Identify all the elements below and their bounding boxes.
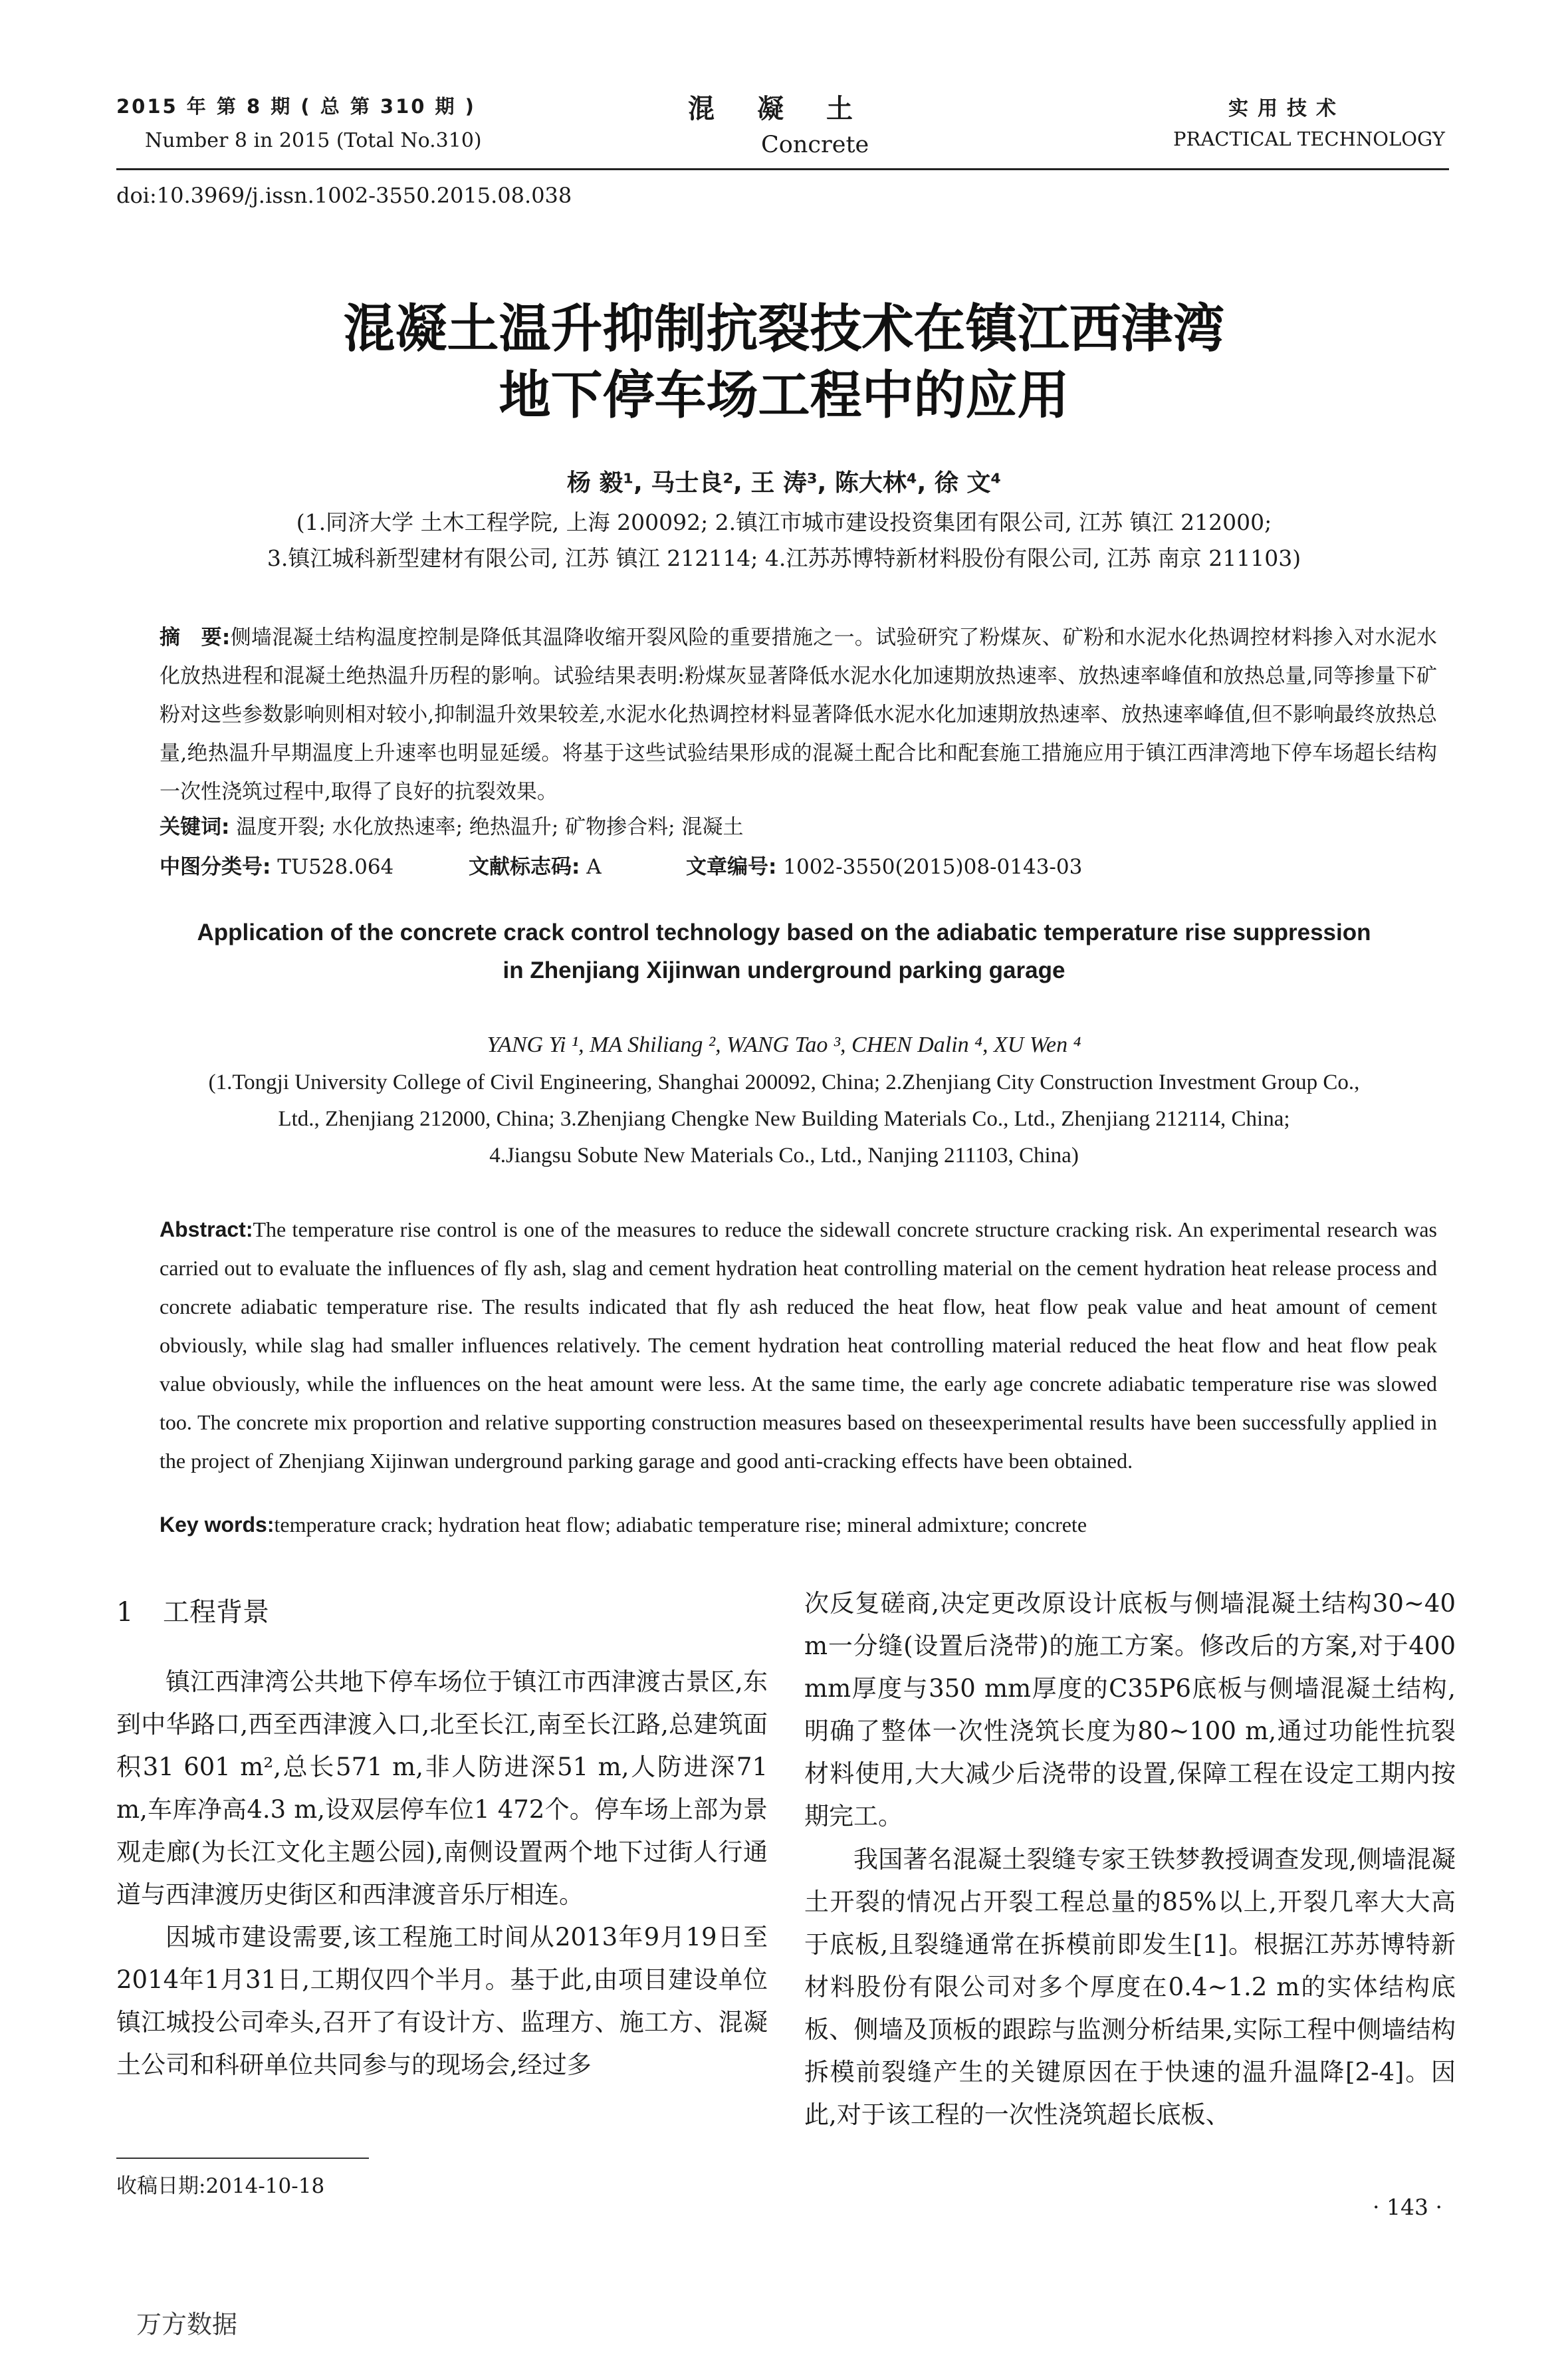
article-number-value: 1002-3550(2015)08-0143-03: [783, 855, 1083, 879]
doi[interactable]: doi:10.3969/j.issn.1002-3550.2015.08.038: [116, 183, 572, 208]
classification-label: 中图分类号:: [160, 855, 271, 879]
abstract-cn: [160, 618, 1437, 811]
affiliations-cn-line1: (1.同济大学 土木工程学院, 上海 200092; 2.镇江市城市建设投资集团有限公司, 江苏 镇江 212000;: [296, 509, 1272, 535]
watermark: 万方数据: [136, 2310, 238, 2339]
document-code: [469, 850, 602, 880]
section-name-cn: 实用技术: [1228, 97, 1345, 120]
authors-en: YANG Yi ¹, MA Shiliang ², WANG Tao ³, CHEN Dalin ⁴, XU Wen ⁴: [487, 1033, 1081, 1057]
keywords-en-text: temperature crack; hydration heat flow; adiabatic temperature rise; mineral admixture; concrete: [274, 1513, 1087, 1537]
body-left-column: [116, 1582, 768, 2086]
keywords-en-label: Key words:: [160, 1513, 275, 1537]
affiliations-cn-line2: 3.镇江城科新型建材有限公司, 江苏 镇江 212114; 4.江苏苏博特新材料股份有限公司, 江苏 南京 211103): [267, 545, 1301, 571]
authors-cn: 杨 毅¹, 马士良², 王 涛³, 陈大林⁴, 徐 文⁴: [566, 469, 1002, 497]
paper-title-line1: 混凝土温升抑制抗裂技术在镇江西津湾: [343, 299, 1225, 359]
keywords-en: [160, 1513, 1087, 1537]
header-rule: [116, 168, 1449, 170]
page-number: · 143 ·: [1373, 2194, 1442, 2220]
section-heading: [116, 1582, 768, 1642]
document-code-label: 文献标志码:: [469, 855, 580, 879]
classification-number: [160, 850, 393, 880]
affiliations-en-line2: Ltd., Zhenjiang 212000, China; 3.Zhenjiang Chengke New Building Materials Co., Ltd., Zhenjiang 212114, China;: [278, 1107, 1290, 1131]
footnote-rule: [116, 2158, 369, 2159]
received-date: 收稿日期:2014-10-18: [116, 2174, 325, 2198]
article-number-label: 文章编号:: [686, 855, 777, 879]
affiliations-en-line1: (1.Tongji University College of Civil Engineering, Shanghai 200092, China; 2.Zhenjiang City Construction Investment Group Co.,: [208, 1070, 1360, 1094]
classification-value: TU528.064: [277, 855, 394, 879]
affiliations-en-line3: 4.Jiangsu Sobute New Materials Co., Ltd., Nanjing 211103, China): [489, 1144, 1079, 1168]
section-title: 工程背景: [163, 1597, 269, 1628]
abstract-en-text: The temperature rise control is one of the measures to reduce the sidewall concrete structure cracking risk. An experimental research was carried out to evaluate the influences of fly ash, slag and cement hydration heat controlling material on the cement hydration heat release process and concrete adiabatic temperature rise. The results indicated that fly ash reduced the heat flow, heat flow peak value and heat amount of cement obviously, while slag had smaller influences relatively. The cement hydration heat controlling material reduced the heat flow and heat flow peak value obviously, while the influences on the heat amount were less. At the same time, the early age concrete adiabatic temperature rise was slowed too. The concrete mix proportion and relative supporting construction measures based on theseexperimental results have been successfully applied in the project of Zhenjiang Xijinwan underground parking garage and good anti-cracking effects have been obtained.: [160, 1217, 1437, 1473]
body-paragraph-4: 我国著名混凝土裂缝专家王铁梦教授调查发现,侧墙混凝土开裂的情况占开裂工程总量的85%以上,开裂几率大大高于底板,且裂缝通常在拆模前即发生[1]。根据江苏苏博特新材料股份有限公司对多个厚度在0.4~1.2 m的实体结构底板、侧墙及顶板的跟踪与监测分析结果,实际工程中侧墙结构拆模前裂缝产生的关键原因在于快速的温升温降[2-4]。因此,对于该工程的一次性浇筑超长底板、: [804, 1845, 1456, 2129]
issue-en: Number 8 in 2015 (Total No.310): [145, 129, 482, 152]
abstract-cn-text: 侧墙混凝土结构温度控制是降低其温降收缩开裂风险的重要措施之一。试验研究了粉煤灰、矿粉和水泥水化热调控材料掺入对水泥水化放热进程和混凝土绝热温升历程的影响。试验结果表明:粉煤灰显著降低水泥水化加速期放热速率、放热速率峰值和放热总量,同等掺量下矿粉对这些参数影响则相对较小,抑制温升效果较差,水泥水化热调控材料显著降低水泥水化加速期放热速率、放热速率峰值,但不影响最终放热总量,绝热温升早期温度上升速率也明显延缓。将基于这些试验结果形成的混凝土配合比和配套施工措施应用于镇江西津湾地下停车场超长结构一次性浇筑过程中,取得了良好的抗裂效果。: [160, 626, 1437, 804]
paper-title-en-line1: Application of the concrete crack control technology based on the adiabatic temperature rise suppression: [197, 920, 1371, 945]
paper-title-en-line2: in Zhenjiang Xijinwan underground parking garage: [503, 957, 1065, 983]
section-number: 1: [116, 1597, 134, 1628]
keywords-cn-label: 关键词:: [160, 815, 230, 839]
abstract-en-label: Abstract:: [160, 1217, 253, 1241]
paper-title-line2: 地下停车场工程中的应用: [499, 366, 1069, 426]
article-number: [686, 850, 1082, 880]
body-paragraph-3: 次反复磋商,决定更改原设计底板与侧墙混凝土结构30~40 m一分缝(设置后浇带)的施工方案。修改后的方案,对于400 mm厚度与350 mm厚度的C35P6底板与侧墙混凝土结构,明确了整体一次性浇筑长度为80~100 m,通过功能性抗裂材料使用,大大减少后浇带的设置,保障工程在设定工期内按期完工。: [804, 1589, 1456, 1830]
keywords-cn-text: 温度开裂; 水化放热速率; 绝热温升; 矿物掺合料; 混凝土: [236, 815, 744, 839]
body-right-column-continued: [804, 1838, 1456, 2136]
body-paragraph-1: 镇江西津湾公共地下停车场位于镇江市西津渡古景区,东到中华路口,西至西津渡入口,北至长江,南至长江路,总建筑面积31 601 m²,总长571 m,非人防进深51 m,人防进深71 m,车库净高4.3 m,设双层停车位1 472个。停车场上部为景观走廊(为长江文化主题公园),南侧设置两个地下过街人行通道与西津渡历史街区和西津渡音乐厅相连。: [116, 1668, 768, 1909]
keywords-cn: [160, 810, 743, 840]
abstract-en: [160, 1210, 1437, 1480]
section-name-en: PRACTICAL TECHNOLOGY: [1173, 128, 1445, 150]
document-code-value: A: [586, 855, 602, 879]
issue-cn: 2015 年 第 8 期 ( 总 第 310 期 ): [116, 95, 476, 118]
journal-name-cn: 混凝土: [688, 94, 895, 124]
abstract-cn-label: 摘 要:: [160, 626, 231, 650]
body-right-column: [804, 1582, 1456, 1838]
journal-name-en: Concrete: [761, 132, 869, 158]
body-paragraph-2: 因城市建设需要,该工程施工时间从2013年9月19日至2014年1月31日,工期仅四个半月。基于此,由项目建设单位镇江城投公司牵头,召开了有设计方、监理方、施工方、混凝土公司和科研单位共同参与的现场会,经过多: [116, 1923, 768, 2079]
